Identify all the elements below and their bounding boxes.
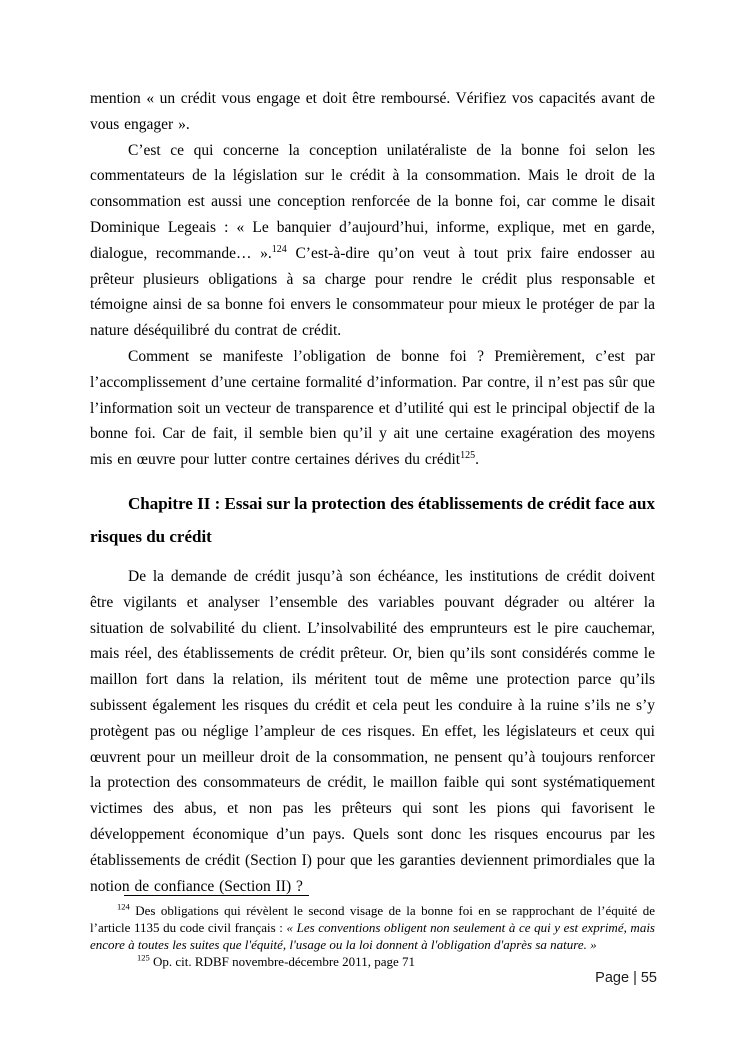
paragraph-text: . — [475, 451, 479, 469]
footnote-area — [90, 895, 655, 970]
footnote-124 — [90, 902, 655, 953]
page-footer — [595, 970, 657, 986]
footnote-text: Des obligations qui révèlent le second visage de la bonne foi en se rapprochant de l’équité de l’article 1135 du code civil français : — [90, 903, 655, 935]
footnote-separator — [124, 895, 309, 896]
paragraph-text: C’est ce qui concerne la conception unilatéraliste de la bonne foi selon les commentateurs de la législation sur le crédit à la consommation. Mais le droit de la consommation est aussi une conception renforcée de la bonne foi, car comme le disait Dominique Legeais : « Le banquier d’aujourd’hui, informe, explique, met en garde, dialogue, recommande… ». — [90, 141, 655, 262]
page-number-label: Page | 55 — [595, 970, 657, 986]
body-text — [90, 86, 655, 899]
paragraph-obligation — [90, 344, 655, 473]
footnote-marker-125: 125 — [137, 952, 150, 963]
footnote-ref-125: 125 — [460, 450, 476, 461]
paragraph-chapitre-intro — [90, 564, 655, 899]
footnote-125 — [90, 953, 655, 970]
paragraph-text: De la demande de crédit jusqu’à son échéance, les institutions de crédit doivent être vigilants et analyser l’ensemble des variables pouvant dégrader ou altérer la situation de solvabilité du client. L’insolvabilité des emprunteurs est le pire cauchemar, mais réel, des établissements de crédit prêteur. Or, bien qu’ils sont considérés comme le maillon fort dans la relation, ils méritent tout de même une protection parce qu’ils subissent également les risques du crédit et cela peut les conduire à la ruine s’ils ne s’y protègent pas ou néglige l’ampleur de ces risques. En effet, les législateurs et ceux qui œuvrent pour un meilleur droit de la consommation, ne pensent qu’à toujours renforcer la protection des consommateurs de crédit, le maillon faible qui sont systématiquement victimes des abus, et non pas les prêteurs qui sont les pions qui favorisent le développement économique d’un pays. Quels sont donc les risques encourus par les établissements de crédit (Section I) pour que les garanties deviennent primordiales que la notion de confiance (Section II) ? — [90, 567, 655, 895]
paragraph-text: C’est-à-dire qu’on veut à tout prix faire endosser au prêteur plusieurs obligations à sa charge pour rendre le crédit plus responsable et témoigne ainsi de sa bonne foi envers le consommateur pour mieux le protéger de par la nature déséquilibré du contrat de crédit. — [90, 244, 655, 340]
footnote-text: Op. cit. RDBF novembre-décembre 2011, page 71 — [149, 954, 415, 969]
paragraph-bonne-foi — [90, 138, 655, 344]
paragraph-continuation — [90, 86, 655, 138]
footnote-marker-124: 124 — [117, 901, 130, 912]
footnote-ref-124: 124 — [271, 243, 287, 255]
paragraph-text: mention « un crédit vous engage et doit être remboursé. Vérifiez vos capacités avant de vous engager ». — [90, 90, 655, 133]
chapter-heading: Chapitre II : Essai sur la protection des établissements de crédit face aux risques du crédit — [90, 493, 655, 546]
footnote-quote: « Les conventions obligent non seulement à ce qui y est exprimé, mais encore à toutes les suites que l'équité, l'usage ou la loi donnent à l'obligation d'après sa nature. » — [90, 920, 655, 952]
paragraph-text: Comment se manifeste l’obligation de bonne foi ? Premièrement, c’est par l’accomplissement d’une certaine formalité d’information. Par contre, il n’est pas sûr que l’information soit un vecteur de transparence et d’utilité qui est le principal objectif de la bonne foi. Car de fait, il semble bien qu’il y ait une certaine exagération des moyens mis en œuvre pour lutter contre certaines dérives du crédit — [90, 347, 655, 469]
